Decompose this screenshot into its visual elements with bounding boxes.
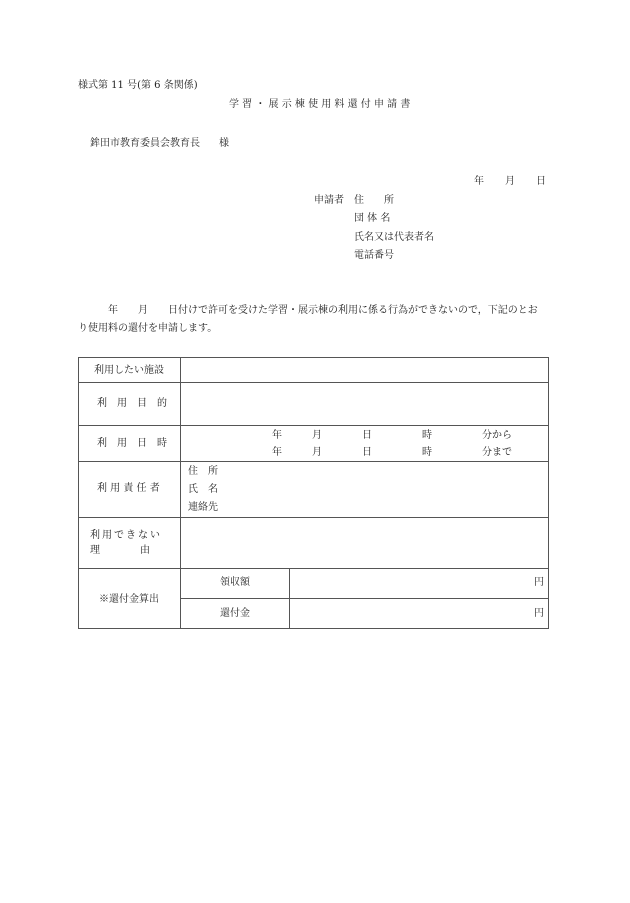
body-text-line2: り使用料の還付を申請します。 — [78, 323, 218, 334]
addressee: 鉾田市教育委員会教育長 — [90, 138, 200, 149]
to-month: 月 — [312, 447, 322, 458]
purpose-field[interactable] — [182, 384, 547, 424]
row-divider — [79, 425, 548, 426]
to-minute: 分まで — [482, 447, 512, 458]
from-year: 年 — [272, 430, 282, 441]
column-divider — [289, 568, 290, 628]
row-divider — [180, 598, 548, 599]
from-month: 月 — [312, 430, 322, 441]
row-divider — [79, 568, 548, 569]
reason-field[interactable] — [182, 519, 547, 567]
refund-amount-field[interactable] — [291, 600, 531, 627]
applicant-organization-label: 団 体 名 — [354, 213, 391, 224]
reason-label-line2: 理 由 — [90, 545, 150, 556]
from-hour: 時 — [422, 430, 432, 441]
honorific: 様 — [219, 138, 229, 149]
row-divider — [79, 382, 548, 383]
refund-amount-label: 還付金 — [220, 608, 250, 619]
refund-details-table — [78, 357, 549, 629]
responsible-name-label: 氏 名 — [188, 484, 218, 495]
received-amount-label: 領収額 — [220, 577, 250, 588]
facility-field[interactable] — [182, 359, 547, 381]
to-year: 年 — [272, 447, 282, 458]
applicant-label: 申請者 — [314, 195, 344, 206]
date-year-label: 年 — [474, 176, 484, 187]
row-divider — [79, 517, 548, 518]
applicant-name-label: 氏名又は代表者名 — [354, 232, 434, 243]
date-month-label: 月 — [505, 176, 515, 187]
to-hour: 時 — [422, 447, 432, 458]
purpose-label: 利 用 目 的 — [97, 398, 167, 409]
responsible-contact-label: 連絡先 — [188, 502, 218, 513]
column-divider — [180, 358, 181, 628]
body-text-line1: 年 月 日付けで許可を受けた学習・展示棟の利用に係る行為ができないので，下記のとお — [108, 305, 538, 316]
facility-label: 利用したい施設 — [94, 365, 164, 376]
date-day-label: 日 — [536, 176, 546, 187]
responsible-person-label: 利 用 責 任 者 — [97, 483, 160, 494]
usage-datetime-label: 利 用 日 時 — [97, 438, 167, 449]
received-amount-unit: 円 — [534, 577, 544, 588]
form-number: 様式第 11 号(第 6 条関係) — [78, 80, 198, 91]
from-minute: 分から — [482, 430, 512, 441]
reason-label-line1: 利用できない — [90, 530, 162, 541]
responsible-address-label: 住 所 — [188, 466, 218, 477]
refund-amount-unit: 円 — [534, 608, 544, 619]
document-title: 学 習 ・ 展 示 棟 使 用 料 還 付 申 請 書 — [229, 99, 411, 110]
from-day: 日 — [362, 430, 372, 441]
refund-calculation-label: ※還付金算出 — [99, 594, 159, 605]
to-day: 日 — [362, 447, 372, 458]
applicant-address-label: 住 所 — [354, 195, 394, 206]
received-amount-field[interactable] — [291, 570, 531, 597]
applicant-phone-label: 電話番号 — [354, 250, 394, 261]
row-divider — [79, 461, 548, 462]
